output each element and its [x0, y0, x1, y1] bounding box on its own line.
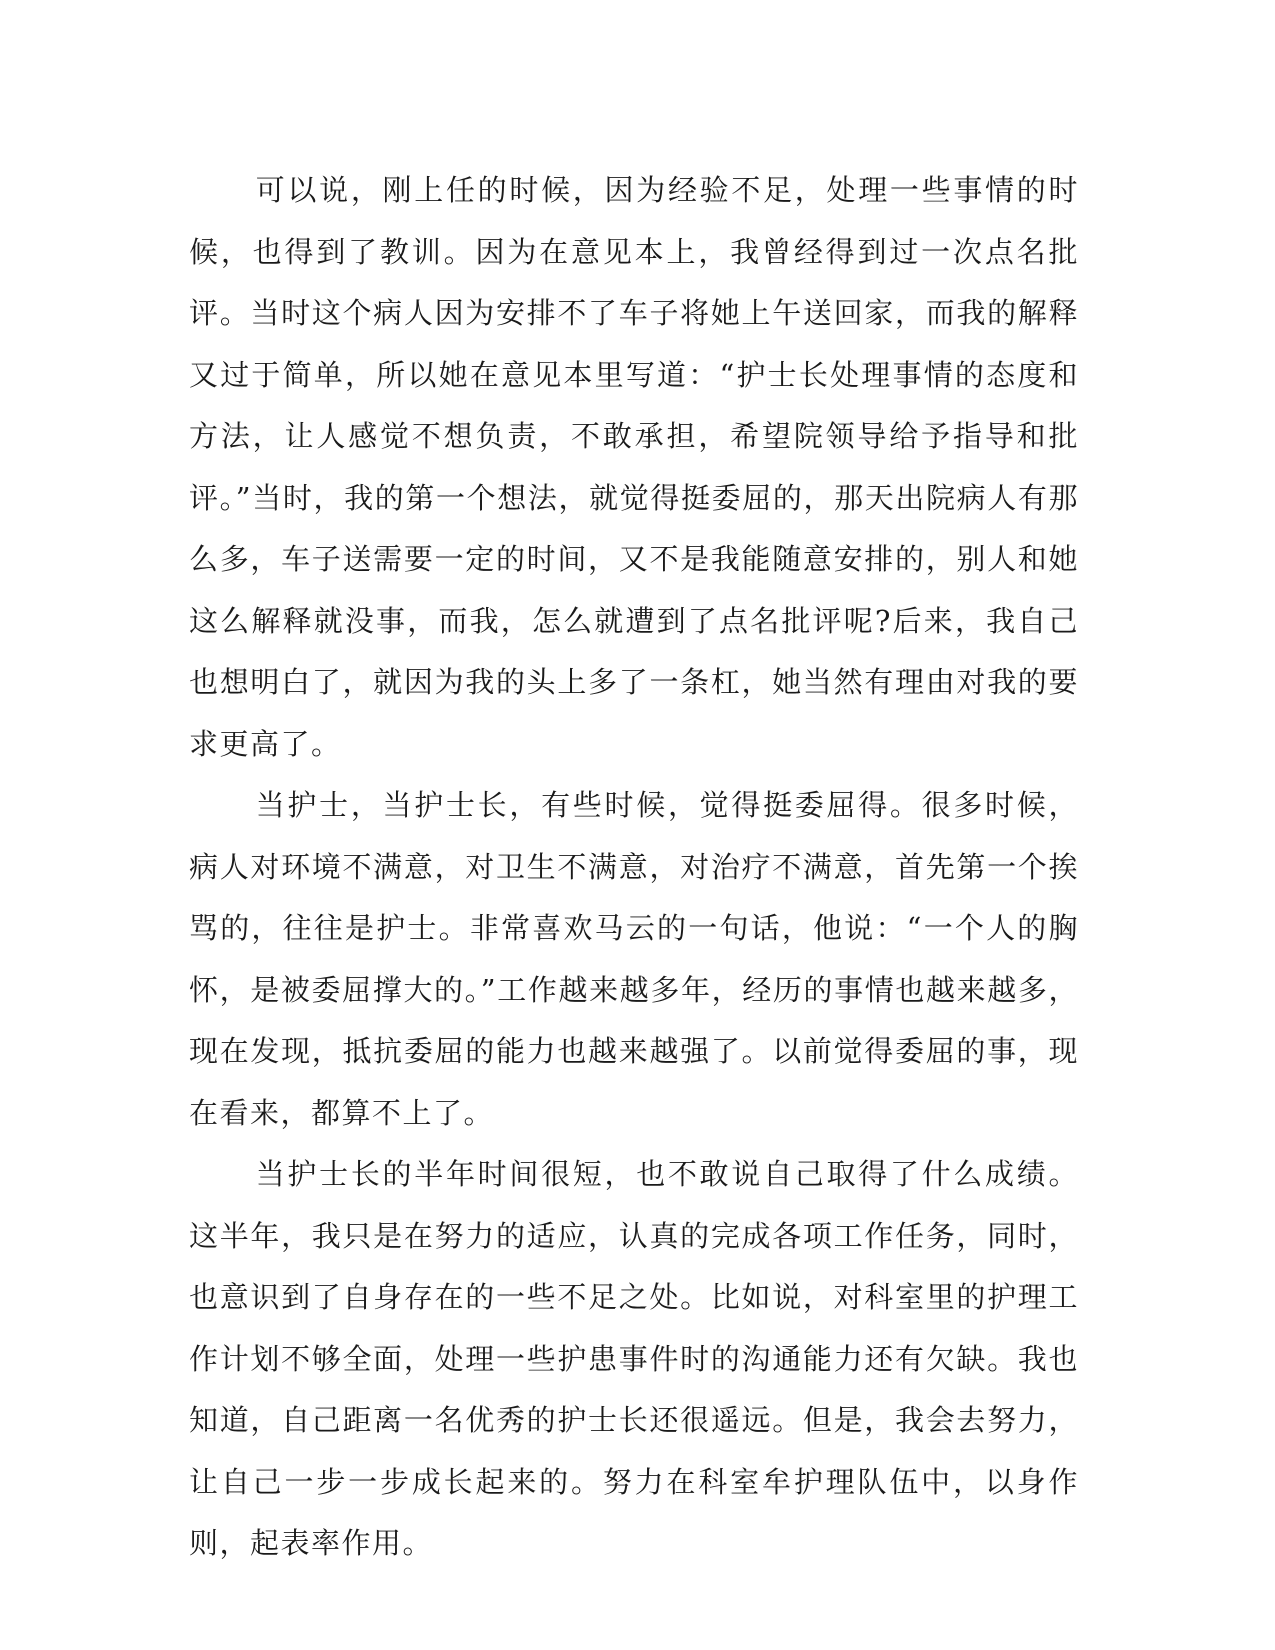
- document-body: [189, 160, 1079, 1575]
- paragraph-1: 可以说，刚上任的时候，因为经验不足，处理一些事情的时候，也得到了教训。因为在意见本上，我曾经得到过一次点名批评。当时这个病人因为安排不了车子将她上午送回家，而我的解释又过于简单，所以她在意见本里写道：“护士长处理事情的态度和方法，让人感觉不想负责，不敢承担，希望院领导给予指导和批评。”当时，我的第一个想法，就觉得挺委屈的，那天出院病人有那么多，车子送需要一定的时间，又不是我能随意安排的，别人和她这么解释就没事，而我，怎么就遭到了点名批评呢?后来，我自己也想明白了，就因为我的头上多了一条杠，她当然有理由对我的要求更高了。: [189, 173, 1079, 761]
- paragraph-3: 当护士长的半年时间很短，也不敢说自己取得了什么成绩。这半年，我只是在努力的适应，认真的完成各项工作任务，同时，也意识到了自身存在的一些不足之处。比如说，对科室里的护理工作计划不够全面，处理一些护患事件时的沟通能力还有欠缺。我也知道，自己距离一名优秀的护士长还很遥远。但是，我会去努力，让自己一步一步成长起来的。努力在科室牟护理队伍中，以身作则，起表率作用。: [189, 1157, 1079, 1560]
- paragraph-2: 当护士，当护士长，有些时候，觉得挺委屈得。很多时候，病人对环境不满意，对卫生不满意，对治疗不满意，首先第一个挨骂的，往往是护士。非常喜欢马云的一句话，他说：“一个人的胸怀，是被委屈撑大的。”工作越来越多年，经历的事情也越来越多，现在发现，抵抗委屈的能力也越来越强了。以前觉得委屈的事，现在看来，都算不上了。: [189, 788, 1079, 1130]
